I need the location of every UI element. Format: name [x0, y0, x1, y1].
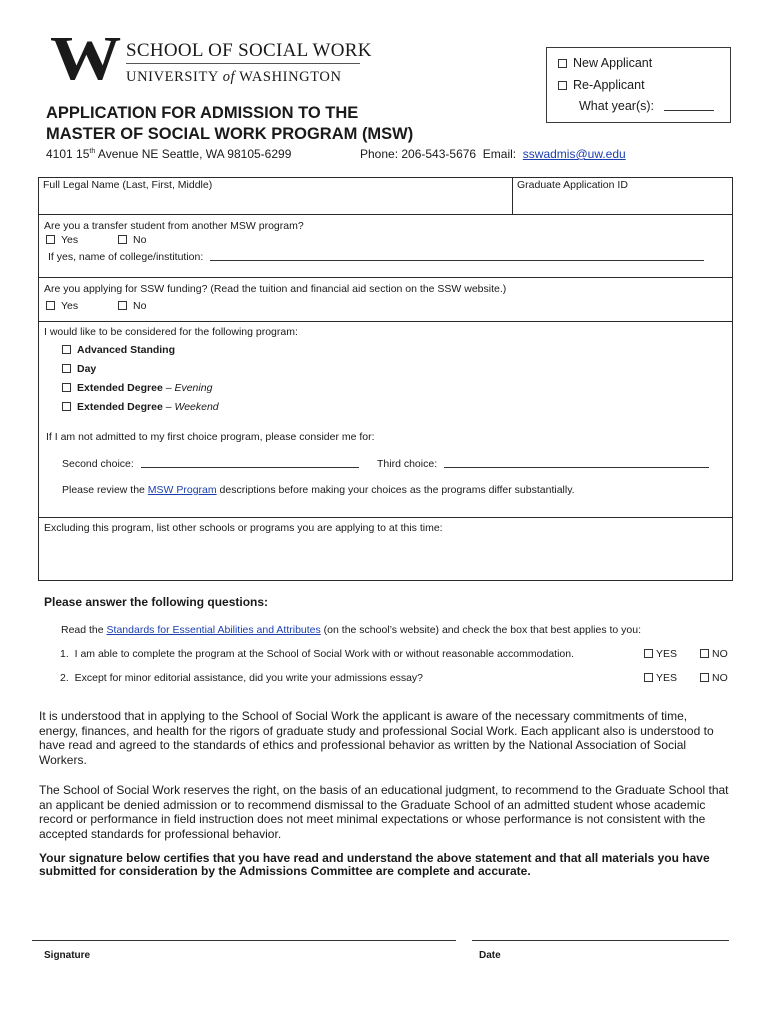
full-name-field[interactable]: Full Legal Name (Last, First, Middle): [43, 179, 213, 191]
questions-intro: Read the Standards for Essential Abilities and Attributes (on the school’s website) and check the box that best applies to you:: [61, 624, 642, 636]
program-evening-option[interactable]: Extended Degree – Evening: [62, 382, 212, 394]
transfer-question: Are you a transfer student from another MSW program?: [44, 220, 304, 232]
standards-link[interactable]: Standards for Essential Abilities and Attributes: [106, 624, 321, 636]
row-divider: [38, 517, 733, 518]
understanding-paragraph: It is understood that in applying to the School of Social Work the applicant is aware of the necessary commitments of time, energy, finances, and health for the rigors of graduate study and professional Social Work. Each applicant also is understood to have read and agreed to the standards of ethics and professional behavior as written by the National Association of Social Workers.: [39, 709, 714, 767]
row-divider: [38, 214, 733, 215]
school-name: SCHOOL OF SOCIAL WORK: [126, 40, 372, 61]
q2-no-checkbox[interactable]: [700, 673, 709, 682]
transfer-yes-checkbox[interactable]: [46, 235, 55, 244]
question-1: 1. I am able to complete the program at the School of Social Work with or without reasonable accommodation.: [60, 648, 575, 660]
name-id-divider: [512, 177, 513, 215]
university-name: UNIVERSITY of WASHINGTON: [126, 69, 342, 85]
signature-line[interactable]: [32, 940, 456, 941]
address-line: 4101 15th Avenue NE Seattle, WA 98105-6299: [46, 147, 292, 161]
weekend-checkbox[interactable]: [62, 402, 71, 411]
re-applicant-checkbox[interactable]: [558, 81, 567, 90]
uw-logo-w: W: [50, 25, 119, 93]
transfer-no-option[interactable]: No: [118, 234, 146, 246]
re-applicant-option[interactable]: Re-Applicant: [558, 78, 645, 92]
q1-no-checkbox[interactable]: [700, 649, 709, 658]
funding-yes-option[interactable]: Yes: [46, 300, 78, 312]
graduate-id-field[interactable]: Graduate Application ID: [517, 179, 628, 191]
transfer-no-checkbox[interactable]: [118, 235, 127, 244]
page-title-line1: APPLICATION FOR ADMISSION TO THE: [46, 104, 359, 122]
row-divider: [38, 321, 733, 322]
q1-yes-checkbox[interactable]: [644, 649, 653, 658]
questions-heading: Please answer the following questions:: [44, 595, 269, 609]
q2-yes-checkbox[interactable]: [644, 673, 653, 682]
day-checkbox[interactable]: [62, 364, 71, 373]
logo-divider: [126, 63, 360, 64]
date-line[interactable]: [472, 940, 729, 941]
third-choice-field[interactable]: Third choice:: [377, 458, 709, 470]
page-title-line2: MASTER OF SOCIAL WORK PROGRAM (MSW): [46, 125, 414, 143]
advanced-checkbox[interactable]: [62, 345, 71, 354]
evening-checkbox[interactable]: [62, 383, 71, 392]
second-choice-field[interactable]: Second choice:: [62, 458, 359, 470]
q1-no-option[interactable]: NO: [700, 648, 728, 660]
program-day-option[interactable]: Day: [62, 363, 96, 375]
funding-no-checkbox[interactable]: [118, 301, 127, 310]
certification-paragraph: Your signature below certifies that you have read and understand the above statement and that all materials you have submitted for consideration by the Admissions Committee are complete and accurate.: [39, 851, 710, 878]
q2-yes-option[interactable]: YES: [644, 672, 677, 684]
funding-question: Are you applying for SSW funding? (Read the tuition and financial aid section on the SSW website.): [44, 283, 507, 295]
new-applicant-checkbox[interactable]: [558, 59, 567, 68]
funding-yes-checkbox[interactable]: [46, 301, 55, 310]
rights-paragraph: The School of Social Work reserves the right, on the basis of an educational judgment, to recommend to the Graduate School that an applicant be denied admission or to recommend dismissal to the Graduate School of an admitted student whose academic record or performance in field instruction does not meet minimal expectations or whose performance is not consistent with the accepted standards for professional behavior.: [39, 783, 729, 841]
transfer-yes-option[interactable]: Yes: [46, 234, 78, 246]
funding-no-option[interactable]: No: [118, 300, 146, 312]
program-weekend-option[interactable]: Extended Degree – Weekend: [62, 401, 219, 413]
signature-label: Signature: [44, 950, 91, 961]
what-year-field[interactable]: What year(s):: [579, 99, 714, 113]
q1-yes-option[interactable]: YES: [644, 648, 677, 660]
new-applicant-option[interactable]: New Applicant: [558, 56, 652, 70]
review-note: Please review the MSW Program descriptions before making your choices as the programs differ substantially.: [62, 484, 575, 496]
program-advanced-option[interactable]: Advanced Standing: [62, 344, 175, 356]
email-link[interactable]: sswadmis@uw.edu: [522, 147, 626, 161]
msw-program-link[interactable]: MSW Program: [147, 484, 217, 496]
q2-no-option[interactable]: NO: [700, 672, 728, 684]
date-label: Date: [479, 950, 501, 961]
program-question: I would like to be considered for the following program:: [44, 326, 298, 338]
transfer-institution-field[interactable]: If yes, name of college/institution:: [48, 251, 704, 263]
question-2: 2. Except for minor editorial assistance, did you write your admissions essay?: [60, 672, 424, 684]
phone-email: Phone: 206-543-5676 Email: sswadmis@uw.edu: [360, 147, 626, 161]
row-divider: [38, 277, 733, 278]
other-schools-field[interactable]: Excluding this program, list other schools or programs you are applying to at this time:: [44, 522, 443, 534]
alternate-choice-text: If I am not admitted to my first choice program, please consider me for:: [46, 431, 375, 443]
